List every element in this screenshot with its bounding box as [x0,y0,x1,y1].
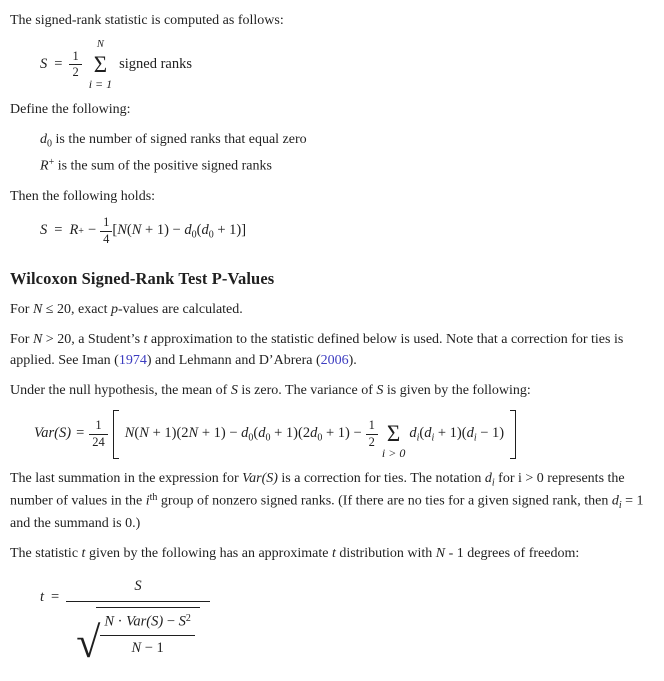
text-run: ). [348,352,357,368]
section-heading-pvalues: Wilcoxon Signed-Rank Test P-Values [10,269,275,289]
text-run: d [424,424,432,441]
math-equals: = [54,56,63,73]
text-run: [ [112,221,118,238]
text-run: i [145,493,150,509]
text-run: 0 [47,138,52,150]
text-run: + 1) − [322,424,362,441]
text-run: N [188,424,199,441]
formula-s-identity [40,216,650,247]
text-run: -values are calculated. [118,301,243,317]
formula-t-statistic [40,576,650,667]
square-root [76,607,200,667]
fraction-numerator: 1 [103,214,110,229]
text-run: N [131,221,142,238]
radical-icon: √ [76,617,101,667]
paragraph-ties-correction [10,468,650,535]
text-run: For [10,301,33,317]
text-run: N [131,640,142,657]
text-run: 0 [208,229,214,241]
text-run: i [491,477,495,489]
summation-lower-limit: i > 0 [381,445,406,460]
text-run: Var(S) [34,425,72,442]
summation-symbol [382,410,405,459]
math-var-r: R [69,222,79,239]
inner-denominator [131,636,163,660]
text-run: i [618,500,622,512]
text-run: S [178,613,186,630]
text-run: t [81,546,86,562]
math-equals: = [54,222,63,239]
paragraph-define [10,99,650,120]
fraction-denominator: 2 [366,434,378,450]
text-run: N [124,424,135,441]
math-var-of-s [34,423,71,445]
text-run: − [163,613,179,630]
math-main-fraction [66,576,210,667]
text-run: p [111,301,119,317]
text-run: d [409,424,417,441]
text-run: is zero. The variance of [237,382,377,398]
text-run: ( [253,424,259,441]
text-run: 0 [191,229,197,241]
math-bracket-contents [125,410,504,459]
paragraph-t-distribution [10,543,650,564]
math-fraction-half [366,419,378,450]
math-fraction-half [69,50,81,81]
paragraph-null-hypothesis [10,380,650,401]
text-run: d [241,424,249,441]
text-run: is a correction for ties. The notation [277,470,485,486]
text-run: ( [134,424,140,441]
text-run: Var(S) [126,613,164,630]
text-run: t [331,546,336,562]
text-run: Then the following holds: [10,188,156,204]
inner-numerator [100,611,195,636]
text-run: The last summation in the expression for [10,470,243,486]
math-ties-term [409,423,504,446]
fraction-denominator: 24 [89,434,108,450]
text-run: ( [419,424,425,441]
text-run: + 1) − [198,424,242,441]
text-run: − 1) [476,424,505,441]
radicand [96,607,200,660]
text-run: distribution with [335,546,436,562]
text-run: Define the following: [10,101,131,117]
text-run: d [258,424,266,441]
math-var-t: t [40,589,45,606]
text-run: N [139,424,149,441]
text-run: is the number of signed ranks that equal zero [52,131,307,147]
summation-symbol [89,40,112,90]
text-run: 0 [248,432,254,444]
formula-signed-rank-statistic [40,40,650,90]
math-fraction-quarter [100,216,112,247]
text-run: + [48,157,55,169]
paragraph-then-holds [10,186,650,207]
text-run: t [143,331,148,347]
text-run: d [201,221,209,238]
math-equals: = [51,589,60,606]
text-run: ( [196,221,202,238]
fraction-numerator: 1 [72,48,79,63]
definition-item-d0 [40,129,650,152]
text-run: d [484,470,492,486]
formula-variance [34,410,650,459]
citation-link[interactable]: 1974 [118,352,147,368]
text-run: group of nonzero signed ranks. (If there are no ties for a given signed rank, then [157,493,612,509]
text-run: i [431,432,435,444]
text-run: + 1)] [213,221,247,238]
summation-upper-limit: N [96,39,104,50]
text-run: + 1)( [434,424,467,441]
text-run: N [32,301,43,317]
text-run: + 1) − [141,221,185,238]
text-run: S [376,382,384,398]
fraction-numerator: S [134,578,142,595]
math-minus: − [87,222,97,239]
fraction-numerator: 1 [95,417,102,432]
text-run: + 1)(2 [270,424,311,441]
math-inner-fraction [100,611,195,660]
text-run: d [40,131,47,147]
text-run: = 1 and the summand is 0.) [10,493,644,532]
text-run: N [117,221,127,238]
text-run: ) and Lehmann and D’Abrera ( [146,352,321,368]
citation-link[interactable]: 2006 [320,352,349,368]
text-run: is given by the following: [383,382,531,398]
text-run: N [32,331,43,347]
paragraph-signed-rank-intro [10,10,650,31]
left-bracket-icon [113,410,119,459]
sigma-icon: Σ [93,52,108,77]
fraction-denominator [66,601,210,667]
text-run: given by the following has an approximate [85,546,332,562]
text-run: N [435,546,446,562]
text-run: R [40,158,49,174]
fraction-numerator: 1 [368,417,375,432]
text-run: 2 [185,612,191,624]
right-bracket-icon [510,410,516,459]
math-superscript-plus: + [78,225,84,237]
text-run: th [149,492,158,504]
text-run: · [114,613,127,630]
text-run: approximation to the statistic defined below is used. Note that a correction for ties is applied. See Iman ( [10,331,624,368]
text-run: for i > 0 represents the number of values in the [10,470,625,509]
fraction-denominator: 4 [100,231,112,247]
text-run: ≤ 20, exact [42,301,112,317]
text-run: + 1)(2 [148,424,189,441]
text-run: d [466,424,474,441]
text-run: S [230,382,238,398]
paragraph-exact-pvalues [10,299,650,320]
text-run: The statistic [10,546,82,562]
text-run: d [611,493,619,509]
math-bracket-expression [112,220,246,243]
math-var-s: S [40,56,48,73]
text-run: For [10,331,33,347]
math-fraction-1-24 [89,419,108,450]
math-var-s: S [40,222,48,239]
text-run: The signed-rank statistic is computed as follows: [10,13,284,28]
text-run: is the sum of the positive signed ranks [54,158,272,174]
text-run: 0 [265,432,271,444]
text-run: - 1 degrees of freedom: [445,546,580,562]
text-run: i [416,432,420,444]
text-run: d [310,424,318,441]
text-run: > 20, a Student’s [42,331,144,347]
text-run: 0 [317,432,323,444]
text-run: ( [126,221,132,238]
summation-lower-limit: i = 1 [88,76,113,91]
math-expression [69,216,246,247]
definition-item-r-plus [40,155,650,177]
fraction-denominator: 2 [69,64,81,80]
math-text-signed-ranks: signed ranks [119,56,193,73]
text-run: − 1 [141,640,164,657]
sigma-icon: Σ [386,420,401,446]
text-run: i [473,432,477,444]
text-run: d [184,221,192,238]
math-equals: = [76,425,85,442]
math-polynomial-terms [125,423,362,446]
text-run: Under the null hypothesis, the mean of [10,382,231,398]
text-run: Var(S) [242,470,278,486]
text-run: N [104,613,115,630]
paragraph-t-approximation [10,329,650,371]
